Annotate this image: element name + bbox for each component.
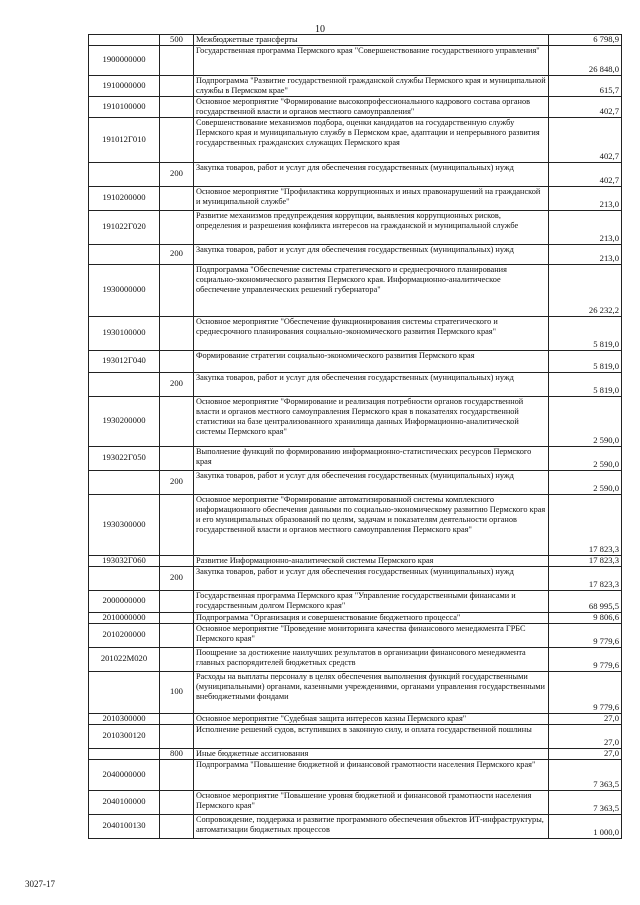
expense-type-code [160,623,194,647]
expense-type-code [160,612,194,623]
expense-type-code: 200 [160,566,194,590]
target-article-code: 193022Г050 [89,446,160,470]
table-row [89,264,622,316]
expense-type-code [160,316,194,350]
target-article-code [89,244,160,264]
target-article-code: 1910000000 [89,75,160,96]
amount-value: 2 590,0 [549,446,622,470]
item-name: Развитие механизмов предупреждения коррупции, выявления коррупционных рисков, определения и разрешения конфликта интересов на гражданской и муниципальной службе [194,210,549,244]
table-row [89,162,622,186]
amount-value: 6 798,9 [549,35,622,46]
item-name: Закупка товаров, работ и услуг для обеспечения государственных (муниципальных) нужд [194,566,549,590]
table-row [89,396,622,446]
table-row [89,446,622,470]
target-article-code [89,671,160,713]
target-article-code: 201022М020 [89,647,160,671]
target-article-code [89,372,160,396]
target-article-code: 2040100000 [89,790,160,814]
expense-type-code: 200 [160,372,194,396]
expense-type-code: 200 [160,470,194,494]
table-row [89,759,622,790]
item-name: Основное мероприятие "Судебная защита интересов казны Пермского края" [194,713,549,724]
expense-type-code [160,590,194,612]
item-name: Исполнение решений судов, вступивших в законную силу, и оплата государственной пошлины [194,724,549,748]
item-name: Развитие Информационно-аналитической системы Пермского края [194,555,549,566]
amount-value: 7 363,5 [549,759,622,790]
target-article-code: 191012Г010 [89,117,160,162]
table-row [89,590,622,612]
target-article-code: 193012Г040 [89,350,160,372]
budget-table [88,34,622,839]
amount-value: 402,7 [549,117,622,162]
item-name: Государственная программа Пермского края "Совершенствование государственного управления" [194,45,549,75]
table-row [89,623,622,647]
amount-value: 2 590,0 [549,470,622,494]
amount-value: 615,7 [549,75,622,96]
table-row [89,724,622,748]
item-name: Основное мероприятие "Формирование автоматизированной системы комплексного информационного обеспечения данными по социально-экономическому развитию Пермского края и его муниципальных образований по целям, задачам и показателям деятельности органов государственной власти и органов местного самоуправления Пермского края" [194,494,549,555]
target-article-code: 191022Г020 [89,210,160,244]
item-name: Основное мероприятие "Проведение мониторинга качества финансового менеджмента ГРБС Пермского края" [194,623,549,647]
expense-type-code: 200 [160,244,194,264]
target-article-code [89,566,160,590]
target-article-code [89,162,160,186]
page-number: 10 [315,24,325,35]
target-article-code: 2040000000 [89,759,160,790]
item-name: Формирование стратегии социально-экономического развития Пермского края [194,350,549,372]
item-name: Расходы на выплаты персоналу в целях обеспечения выполнения функций государственными (муниципальными) органами, казенными учреждениями, органами управления государственными внебюджетными фондами [194,671,549,713]
expense-type-code: 800 [160,748,194,759]
amount-value: 402,7 [549,96,622,117]
item-name: Иные бюджетные ассигнования [194,748,549,759]
amount-value: 26 848,0 [549,45,622,75]
table-row [89,748,622,759]
expense-type-code [160,186,194,210]
item-name: Закупка товаров, работ и услуг для обеспечения государственных (муниципальных) нужд [194,162,549,186]
table-row [89,671,622,713]
table-row [89,555,622,566]
expense-type-code [160,446,194,470]
item-name: Закупка товаров, работ и услуг для обеспечения государственных (муниципальных) нужд [194,470,549,494]
item-name: Подпрограмма "Обеспечение системы стратегического и среднесрочного планирования социально-экономического развития Пермского края. Информационно-аналитическое обеспечение управленческих решений губернатора" [194,264,549,316]
target-article-code: 1930300000 [89,494,160,555]
expense-type-code [160,396,194,446]
amount-value: 9 806,6 [549,612,622,623]
target-article-code: 1910200000 [89,186,160,210]
table-row [89,244,622,264]
table-row [89,470,622,494]
expense-type-code [160,759,194,790]
target-article-code: 1910100000 [89,96,160,117]
item-name: Государственная программа Пермского края "Управление государственными финансами и государственным долгом Пермского края" [194,590,549,612]
target-article-code [89,470,160,494]
table-row [89,210,622,244]
amount-value: 17 823,3 [549,555,622,566]
table-row [89,75,622,96]
item-name: Подпрограмма "Организация и совершенствование бюджетного процесса" [194,612,549,623]
table-row [89,117,622,162]
expense-type-code [160,494,194,555]
table-row [89,713,622,724]
target-article-code: 193032Г060 [89,555,160,566]
expense-type-code [160,264,194,316]
item-name: Поощрение за достижение наилучших результатов в организации финансового менеджмента главных распорядителей бюджетных средств [194,647,549,671]
amount-value: 5 819,0 [549,350,622,372]
expense-type-code: 200 [160,162,194,186]
expense-type-code: 100 [160,671,194,713]
table-row [89,35,622,46]
table-row [89,566,622,590]
item-name: Закупка товаров, работ и услуг для обеспечения государственных (муниципальных) нужд [194,372,549,396]
expense-type-code [160,75,194,96]
expense-type-code [160,45,194,75]
target-article-code: 1900000000 [89,45,160,75]
item-name: Основное мероприятие "Профилактика коррупционных и иных правонарушений на гражданской и муниципальной службе" [194,186,549,210]
expense-type-code [160,790,194,814]
amount-value: 213,0 [549,186,622,210]
item-name: Подпрограмма "Повышение бюджетной и финансовой грамотности населения Пермского края" [194,759,549,790]
item-name: Межбюджетные трансферты [194,35,549,46]
target-article-code: 2010300120 [89,724,160,748]
item-name: Основное мероприятие "Обеспечение функционирования системы стратегического и среднесрочного планирования социально-экономического развития Пермского края" [194,316,549,350]
target-article-code: 2000000000 [89,590,160,612]
expense-type-code [160,96,194,117]
amount-value: 9 779,6 [549,671,622,713]
expense-type-code [160,647,194,671]
amount-value: 7 363,5 [549,790,622,814]
table-row [89,647,622,671]
amount-value: 402,7 [549,162,622,186]
amount-value: 1 000,0 [549,814,622,838]
expense-type-code: 500 [160,35,194,46]
table-row [89,45,622,75]
target-article-code: 1930000000 [89,264,160,316]
amount-value: 9 779,6 [549,623,622,647]
expense-type-code [160,555,194,566]
amount-value: 9 779,6 [549,647,622,671]
table-row [89,790,622,814]
amount-value: 213,0 [549,244,622,264]
item-name: Подпрограмма "Развитие государственной гражданской службы Пермского края и муниципальной службы в Пермском крае" [194,75,549,96]
expense-type-code [160,117,194,162]
amount-value: 17 823,3 [549,494,622,555]
amount-value: 27,0 [549,713,622,724]
target-article-code [89,748,160,759]
item-name: Совершенствование механизмов подбора, оценки кандидатов на государственную службу Пермского края и муниципальную службу в Пермском крае, адаптации и непрерывного развития государственных гражданских служащих Пермского края [194,117,549,162]
expense-type-code [160,350,194,372]
target-article-code: 1930200000 [89,396,160,446]
table-row [89,372,622,396]
amount-value: 68 995,5 [549,590,622,612]
amount-value: 17 823,3 [549,566,622,590]
document-footer-code: 3027-17 [25,879,55,889]
table-row [89,350,622,372]
target-article-code: 2010000000 [89,612,160,623]
amount-value: 26 232,2 [549,264,622,316]
amount-value: 5 819,0 [549,316,622,350]
amount-value: 5 819,0 [549,372,622,396]
table-row [89,316,622,350]
item-name: Закупка товаров, работ и услуг для обеспечения государственных (муниципальных) нужд [194,244,549,264]
target-article-code: 2010300000 [89,713,160,724]
item-name: Основное мероприятие "Формирование высокопрофессионального кадрового состава органов государственной власти и органов местного самоуправления" [194,96,549,117]
target-article-code [89,35,160,46]
expense-type-code [160,210,194,244]
amount-value: 27,0 [549,748,622,759]
amount-value: 213,0 [549,210,622,244]
amount-value: 27,0 [549,724,622,748]
expense-type-code [160,724,194,748]
table-row [89,612,622,623]
item-name: Основное мероприятие "Повышение уровня бюджетной и финансовой грамотности населения Пермского края" [194,790,549,814]
budget-table-body [89,35,622,839]
table-row [89,96,622,117]
table-row [89,494,622,555]
target-article-code: 2040100130 [89,814,160,838]
expense-type-code [160,713,194,724]
table-row [89,814,622,838]
item-name: Выполнение функций по формированию информационно-статистических ресурсов Пермского края [194,446,549,470]
amount-value: 2 590,0 [549,396,622,446]
target-article-code: 1930100000 [89,316,160,350]
expense-type-code [160,814,194,838]
item-name: Основное мероприятие "Формирование и реализация потребности органов государственной власти и органов местного самоуправления Пермского края в показателях государственной статистики на базе централизованного хранилища данных Информационно-аналитической системы Пермского края" [194,396,549,446]
item-name: Сопровождение, поддержка и развитие программного обеспечения объектов ИТ-инфраструктуры, автоматизации бюджетных процессов [194,814,549,838]
target-article-code: 2010200000 [89,623,160,647]
table-row [89,186,622,210]
